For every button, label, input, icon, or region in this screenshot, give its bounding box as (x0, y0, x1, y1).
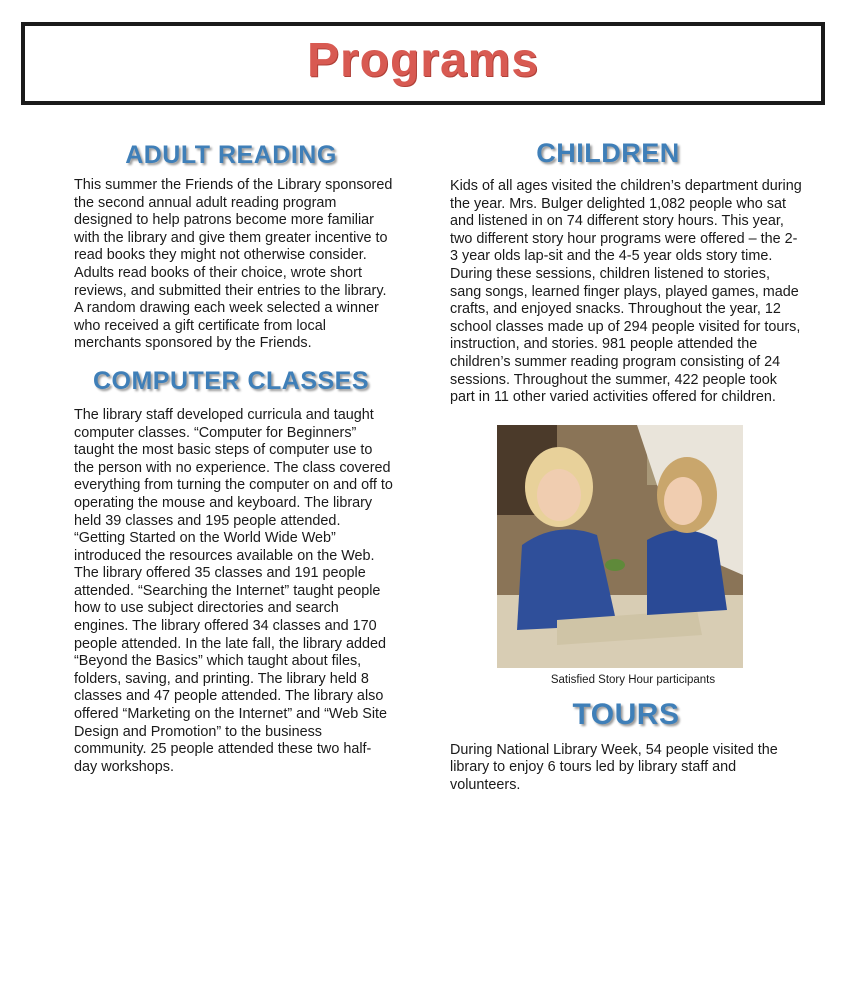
right-column (450, 135, 802, 795)
photo-caption: Satisfied Story Hour participants (550, 673, 716, 686)
computer-classes-text: The library staff developed curricula and taught computer classes. “Computer for Beginners” taught the most basic steps of computer use to the person with no experience. The class covered everything from turning the computer on and off to operating the mouse and keyboard. The library held 39 classes and 195 people attended. “Getting Started on the World Wide Web” introduced the resources available on the Web. The library offered 35 classes and 191 people attended. “Searching the Internet” taught people how to use subject directories and search engines. The library offered 34 classes and 170 people attended. In the late fall, the library added “Beyond the Basics” which taught about files, folders, saving, and printing. The library held 8 classes and 47 people attended. The library also offered “Marketing on the Internet” and “Web Site Design and Promotion” to the business community. 25 people attended these two half-day workshops. (74, 406, 393, 775)
page-title: Programs (306, 34, 540, 87)
computer-classes-heading: COMPUTER CLASSES (92, 366, 370, 395)
title-banner (21, 22, 825, 105)
adult-reading-text: This summer the Friends of the Library sponsored the second annual adult reading program designed to help patrons become more familiar with the library and give them greater incentive to read books they might not otherwise consider. Adults read books of their choice, wrote short reviews, and submitted their entries to the library. A random drawing each week selected a winner who received a gift certificate from local merchants sponsored by the Friends. (74, 177, 393, 352)
tours-heading: TOURS (572, 697, 680, 731)
children-heading: CHILDREN (536, 138, 680, 168)
story-hour-photo (497, 425, 743, 668)
adult-reading-heading: ADULT READING (125, 141, 337, 169)
left-column (74, 135, 394, 776)
tours-text: During National Library Week, 54 people visited the library to enjoy 6 tours led by library staff and volunteers. (450, 741, 778, 793)
children-text: Kids of all ages visited the children’s department during the year. Mrs. Bulger delighted 1,082 people who sat and listened in on 74 different story hours. This year, two different story hour programs were offered – the 2-3 year olds lap-sit and the 4-5 year olds story time. During these sessions, children listened to stories, sang songs, learned finger plays, played games, made crafts, and enjoyed snacks. Throughout the year, 12 school classes made up of 294 people visited for tours, instruction, and stories. 981 people attended the children’s summer reading program consisting of 24 sessions. Throughout the summer, 422 people took part in 11 other varied activities offered for children. (450, 178, 802, 406)
